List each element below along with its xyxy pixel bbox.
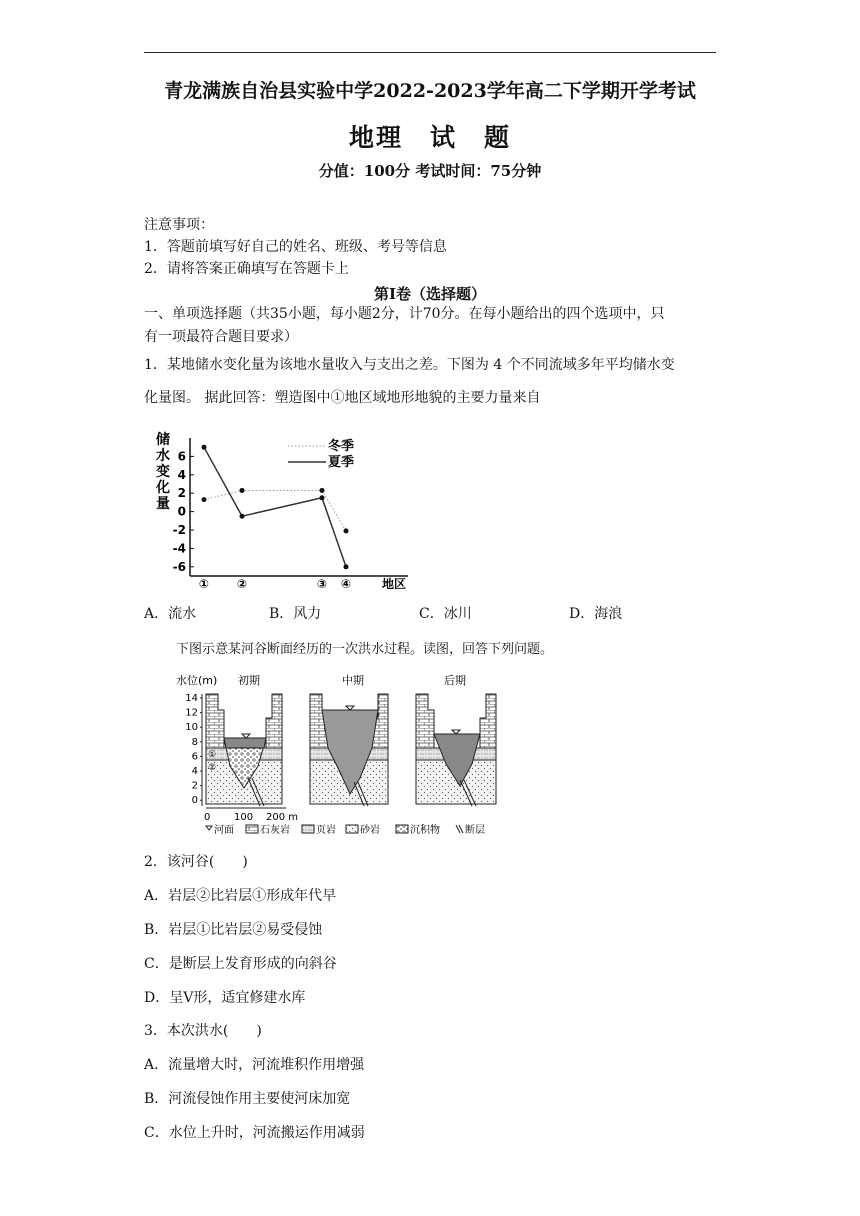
section-instruction-2: 有一项最符合题目要求）	[144, 329, 298, 345]
q3-option-a[interactable]: A．流量增大时，河流堆积作用增强	[144, 1057, 365, 1073]
q2-option-b[interactable]: B．岩层①比岩层②易受侵蚀	[144, 922, 323, 938]
passage2-intro: 下图示意某河谷断面经历的一次洪水过程。读图，回答下列问题。	[176, 642, 554, 657]
school-title: 青龙满族自治县实验中学2022-2023学年高二下学期开学考试	[164, 80, 696, 102]
panel-label-middle: 中期	[342, 674, 364, 687]
chart-x-tick-label: ④	[340, 577, 352, 591]
q2-option-d[interactable]: D．呈V形，适宜修建水库	[144, 990, 306, 1006]
legend-shale: 页岩	[316, 825, 336, 836]
fig2-y-tick-label: 14	[185, 693, 198, 704]
chart-x-tick-label: ①	[198, 577, 210, 591]
chart-y-tick-label: -2	[172, 523, 186, 537]
fig2-y-tick-label: 8	[191, 736, 198, 748]
chart-point	[202, 445, 207, 450]
fig2-y-axis-label: 水位(m)	[176, 674, 218, 687]
chart-point	[240, 514, 245, 519]
q3-stem: 3．本次洪水( )	[144, 1023, 262, 1039]
river-valley-figure	[174, 668, 504, 838]
chart-point	[344, 564, 349, 569]
legend-fault: 断层	[465, 825, 485, 836]
legend-sediment: 沉积物	[410, 825, 440, 836]
panel-middle	[310, 673, 388, 806]
q3-option-c[interactable]: C．水位上升时，河流搬运作用减弱	[144, 1125, 365, 1141]
panel-late	[416, 673, 496, 806]
notes-heading: 注意事项：	[144, 217, 214, 233]
chart-y-tick-label: -4	[172, 541, 186, 556]
q2-option-c[interactable]: C．是断层上发育形成的向斜谷	[144, 956, 337, 972]
fig2-y-tick-label: 10	[185, 722, 198, 734]
chart-y-tick-label: 4	[177, 467, 186, 482]
q1-options	[144, 603, 724, 623]
chart-x-tick-label: ③	[316, 577, 328, 591]
q1-option-d[interactable]: D．海浪	[569, 606, 623, 622]
chart-legend-label: 夏季	[328, 455, 355, 470]
fig2-y-tick-label: 6	[191, 751, 198, 763]
q3-option-b[interactable]: B．河流侵蚀作用主要使河床加宽	[144, 1091, 351, 1107]
chart-ylabel-char: 变	[156, 464, 170, 480]
legend-river: 河面	[214, 825, 234, 836]
fig2-y-tick-label: 4	[191, 766, 198, 777]
chart-point	[202, 497, 207, 502]
score-time: 分值：100分 考试时间：75分钟	[318, 162, 542, 180]
fig2-y-tick-label: 0	[191, 795, 198, 807]
panel-label-early: 初期	[238, 674, 260, 687]
layer-label-1: ①	[208, 750, 217, 760]
section-instruction-1: 一、单项选择题（共35小题，每小题2分，计70分。在每小题给出的四个选项中，只	[144, 306, 665, 322]
top-rule	[144, 52, 716, 53]
section-title: 第I卷（选择题）	[373, 285, 487, 303]
q1-stem-1: 1．某地储水变化量为该地水量收入与支出之差。下图为 4 个不同流域多年平均储水变	[144, 357, 675, 373]
chart-y-tick-label: -6	[172, 559, 186, 574]
scale-200: 200 m	[266, 812, 299, 823]
chart-x-tick-label: ②	[236, 577, 248, 591]
scale-100: 100	[234, 812, 254, 823]
scale-0: 0	[204, 812, 211, 823]
chart-point	[240, 488, 245, 493]
q1-stem-2: 化量图。 据此回答：塑造图中①地区域地形地貌的主要力量来自	[144, 390, 541, 406]
fig2-y-tick-label: 12	[185, 707, 198, 719]
subject-title: 地理 试 题	[348, 123, 511, 152]
chart-y-tick-label: 2	[177, 486, 186, 501]
chart-legend-label: 冬季	[328, 439, 355, 454]
q1-option-b[interactable]: B．风力	[269, 606, 322, 622]
panel-early	[206, 673, 282, 806]
layer-label-2: ②	[208, 763, 217, 773]
chart-y-tick-label: 0	[177, 504, 186, 519]
chart-ylabel-char: 储	[156, 432, 170, 448]
q2-option-a[interactable]: A．岩层②比岩层①形成年代早	[144, 888, 337, 904]
chart-ylabel-char: 量	[156, 496, 170, 512]
legend-sandstone: 砂岩	[360, 825, 380, 836]
water-storage-chart	[150, 428, 420, 596]
chart-series-line	[204, 490, 346, 530]
chart-point	[320, 495, 325, 500]
chart-point	[344, 528, 349, 533]
chart-ylabel-char: 化	[156, 480, 170, 496]
notes-item-2: 2．请将答案正确填写在答题卡上	[144, 261, 349, 277]
chart-series-line	[204, 447, 346, 567]
legend-limestone: 石灰岩	[260, 825, 290, 836]
chart-ylabel	[155, 431, 171, 512]
chart-xlabel: 地区	[382, 577, 407, 591]
fig2-y-tick-label: 2	[191, 780, 198, 792]
chart-ylabel-char: 水	[156, 448, 170, 464]
q2-stem: 2．该河谷( )	[144, 854, 248, 870]
notes-item-1: 1．答题前填写好自己的姓名、班级、考号等信息	[144, 239, 447, 255]
chart-point	[320, 488, 325, 493]
panel-label-late: 后期	[444, 674, 466, 687]
chart-y-tick-label: 6	[177, 449, 186, 464]
q1-option-a[interactable]: A．流水	[144, 606, 197, 622]
q1-option-c[interactable]: C．冰川	[419, 606, 472, 622]
